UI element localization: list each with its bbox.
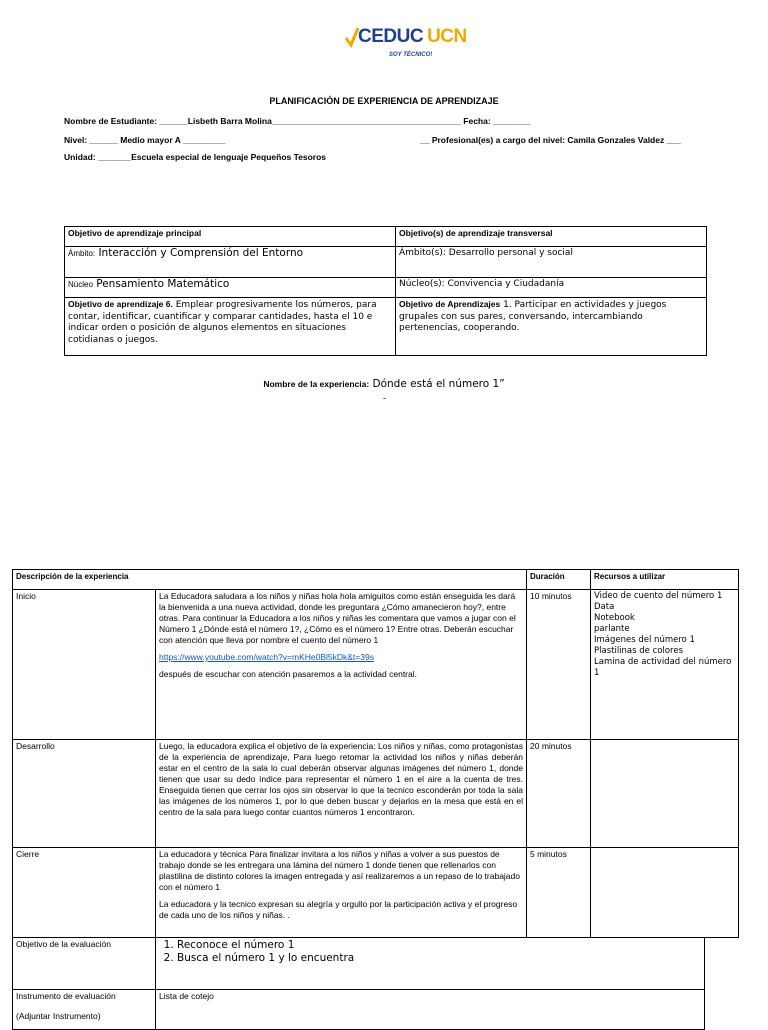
cierre-duration: 5 minutos — [527, 848, 591, 938]
inicio-duration: 10 minutos — [527, 590, 591, 740]
cierre-label: Cierre — [13, 848, 156, 938]
learning-objective-cell: Objetivo de aprendizaje 6. Emplear progresivamente los números, para contar, identificar, cuantificar y comparar cantidades, hasta el 10 e indicar orden o posición de algunos elementos en situaciones cotidianas o juegos. — [65, 298, 396, 356]
cierre-text: La educadora y técnica Para finalizar invitara a los niños y niñas a volver a sus puestos de trabajo donde se les entregara una lámina del número 1 donde tienen que rellenarlos con plastilina de distinto colores la imagen entregada y así realizaremos a un repaso de lo trabajado con el número 1 La educadora y la tecnico expresan su alegría y orgullo por la participación activa y el progreso de cada uno de los niños y niñas. . — [156, 848, 527, 938]
youtube-link[interactable]: https://www.youtube.com/watch?v=mKHe0Bl5kDk&t=39s — [159, 652, 374, 662]
duration-header: Duración — [527, 570, 591, 590]
desarrollo-duration: 20 minutos — [527, 740, 591, 848]
logo-tagline: SOY TÉCNICO! — [389, 52, 433, 58]
transversal-objective-header: Objetivo(s) de aprendizaje transversal — [396, 227, 707, 247]
resource-item: Video de cuento del número 1 — [594, 591, 723, 601]
ambito-transversal-cell: Ámbito(s): Desarrollo personal y social — [396, 247, 707, 278]
resource-item: Plastilinas de colores — [594, 646, 683, 656]
transversal-learning-objective-cell: Objetivo de Aprendizajes 1. Participar en actividades y juegos grupales con sus pares, conversando, intercambiando pertenencias, cooperando. — [396, 298, 707, 356]
inicio-label: Inicio — [13, 590, 156, 740]
experience-dash: - — [383, 393, 386, 403]
objectives-table — [64, 226, 707, 356]
description-header: Descripción de la experiencia — [13, 570, 527, 590]
desarrollo-label: Desarrollo — [13, 740, 156, 848]
evaluation-table — [12, 937, 705, 1030]
evaluation-item: 1. Reconoce el número 1 — [177, 939, 701, 952]
principal-objective-header: Objetivo de aprendizaje principal — [65, 227, 396, 247]
professional-line: __ Profesional(es) a cargo del nivel: Camila Gonzales Valdez ___ — [420, 135, 681, 145]
resources-header: Recursos a utilizar — [591, 570, 739, 590]
student-name-line: Nombre de Estudiante: ______Lisbeth Barra Molina________________________________________ Fecha: ________ — [64, 116, 531, 126]
evaluation-objective-label: Objetivo de la evaluación — [13, 938, 156, 990]
resource-item: parlante — [594, 624, 630, 634]
evaluation-item: 2. Busca el número 1 y lo encuentra — [177, 952, 701, 965]
desarrollo-text: Luego, la educadora explica el objetivo de la experiencia: Los niños y niñas, como protagonistas de la experiencia de aprendizaje, Para luego retomar la actividad los niños y niñas deberán estar en el centro de la sala lo cual deberán observar algunas imágenes del número 1, donde tienen que usar su dedo índice para representar el número 1 en el aire a la cuenta de tres. Enseguida tienen que cerrar los ojos sin observar lo que la tecnico esconderán por toda la sala las imágenes de los números 1, por lo que deben buscar y dejarlos en la mesa que está en el centro de la sala para luego contar cuantos números 1 encontraron. — [156, 740, 527, 848]
nucleo-cell: Núcleo Pensamiento Matemático — [65, 278, 396, 298]
resources-list — [591, 590, 739, 740]
resource-item: Imágenes del número 1 — [594, 635, 695, 645]
inicio-text: La Educadora saludara a los niños y niñas hola hola amiguitos como están enseguida les dará la bienvenida a una nueva actividad, donde les preguntara ¿Cómo amanecieron hoy?, entre otras. Para continuar la Educadora a los niños y niñas les comentara que vamos a jugar con el Número 1 ¿Dónde está el número 1?, ¿Cómo es el número 1? Entre otras. Deberán escuchar con atención que lleva por nombre el cuento del número 1 https://www.youtube.com/watch?v=mKHe0Bl5kDk&t=39s después de escuchar con atención pasaremos a la actividad central. — [156, 590, 527, 740]
instrument-label-cell: Instrumento de evaluación (Adjuntar Instrumento) — [13, 990, 156, 1030]
logo-wordmark: CEDUC UCN — [358, 26, 467, 47]
resource-item: Data — [594, 602, 615, 612]
resource-item: Notebook — [594, 613, 635, 623]
nucleo-transversal-cell: Núcleo(s): Convivencia y Ciudadanía — [396, 278, 707, 298]
instrument-value: Lista de cotejo — [156, 990, 705, 1030]
evaluation-objective-list — [156, 938, 705, 990]
experience-description-table — [12, 569, 739, 938]
level-line: Nivel: ______ Medio mayor A _________ — [64, 135, 226, 145]
ceduc-ucn-logo — [344, 22, 467, 68]
document-title: PLANIFICACIÓN DE EXPERIENCIA DE APRENDIZAJE — [269, 96, 499, 106]
resource-item: Lamina de actividad del número 1 — [594, 657, 732, 678]
experience-name: Nombre de la experiencia: Dónde está el número 1” — [263, 378, 505, 390]
ambito-cell: Ámbito: Interacción y Comprensión del Entorno — [65, 247, 396, 278]
unit-line: Unidad: _______Escuela especial de lenguaje Pequeños Tesoros — [64, 152, 327, 162]
